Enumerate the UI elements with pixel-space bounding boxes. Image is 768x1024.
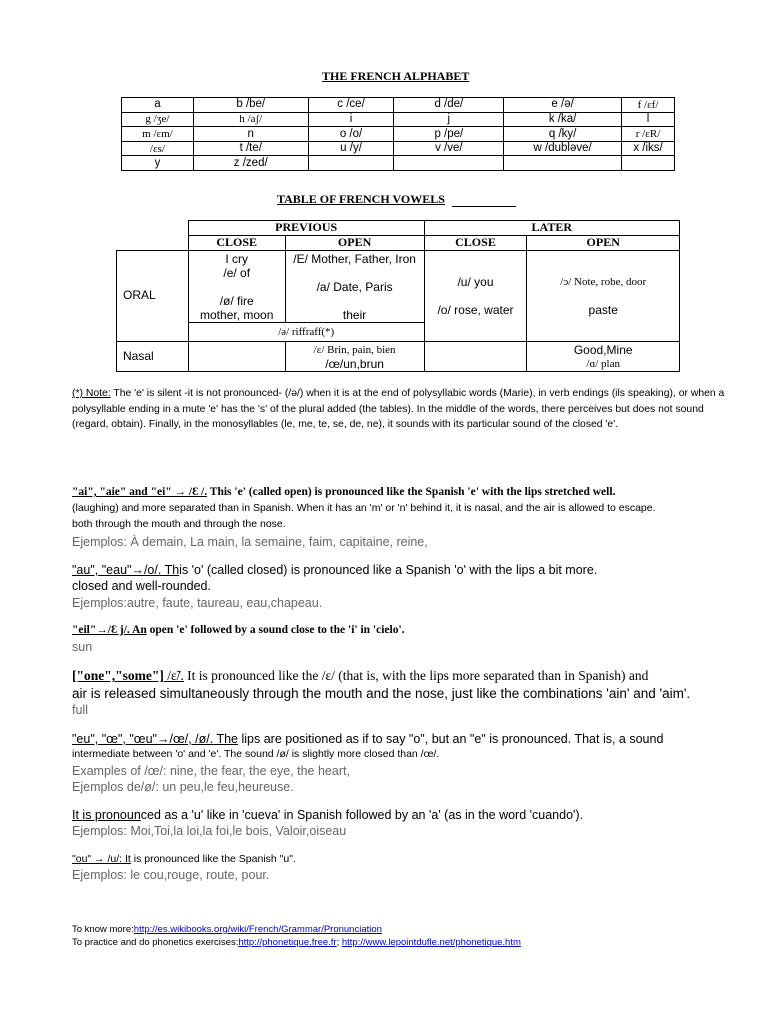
alphabet-cell <box>622 156 675 171</box>
section-eu-examples2: Ejemplos de/ø/: un peu,le feu,heureuse. <box>72 780 294 794</box>
section-ai-examples: Ejemplos: À demain, La main, la semaine, faim, capitaine, reine, <box>72 535 428 549</box>
section-oi-heading: It is pronounced as a 'u' like in 'cueva' in Spanish followed by an 'a' (as in the word 'cuando'). <box>72 808 584 822</box>
section-one-line1: air is released simultaneously through the mouth and the nose, just like the combinations 'ain' and 'aim'. <box>72 686 691 701</box>
alphabet-row <box>122 127 675 142</box>
header-previous-open: OPEN <box>285 236 424 251</box>
schwa-note <box>72 386 732 433</box>
alphabet-cell: h /aʃ/ <box>193 112 308 127</box>
alphabet-table <box>121 97 675 171</box>
section-ai-line2: both through the mouth and through the nose. <box>72 518 286 530</box>
note-text: The 'e' is silent -it is not pronounced- (/ə/) when it is at the end of polysyllabic words (Marie), in verb endings (ils speaking), or when a polysyllable ending in a mute 'e' has the 's' of the plural added (the tables). In the middle of the words, there perceives but does not sound (regard, obtain). Finally, in the monosyllables (le, me, te, se, de, ne), it sounds with its particular sound of the closed 'e'. <box>72 388 725 430</box>
nasal-previous-open: /ɛ/ Brin, pain, bien /œ/un,brun <box>285 342 424 372</box>
row-label-nasal: Nasal <box>117 342 189 372</box>
header-previous: PREVIOUS <box>188 221 424 236</box>
alphabet-cell: q /ky/ <box>504 127 622 142</box>
alphabet-cell: m /ɛm/ <box>122 127 194 142</box>
section-eu-heading: "eu", "œ", "œu"→/œ/, /ø/. The lips are positioned as if to say "o", but an "e" is pronounced. That is, a sound <box>72 732 664 746</box>
alphabet-row <box>122 98 675 113</box>
header-previous-close: CLOSE <box>188 236 285 251</box>
alphabet-cell: c /ce/ <box>308 98 394 113</box>
alphabet-cell <box>504 156 622 171</box>
alphabet-cell: y <box>122 156 194 171</box>
section-ou-heading: "ou" → /u/: It is pronounced like the Spanish "u". <box>72 853 296 865</box>
alphabet-cell: f /ɛf/ <box>622 98 675 113</box>
oral-previous-close: I cry /e/ of /ø/ fire mother, moon <box>188 251 285 323</box>
oral-previous-open: /E/ Mother, Father, Iron /a/ Date, Paris their <box>285 251 424 323</box>
alphabet-cell: p /pe/ <box>394 127 504 142</box>
vowels-table <box>116 220 680 372</box>
alphabet-cell: o /o/ <box>308 127 394 142</box>
alphabet-cell <box>308 156 394 171</box>
section-one-examples: full <box>72 703 88 717</box>
section-ai-heading: "ai", "aie" and "ei" → /Ɛ /. This 'e' (called open) is pronounced like the Spanish 'e' with the lips stretched well. <box>72 486 616 498</box>
vowels-title: TABLE OF FRENCH VOWELS <box>277 192 445 206</box>
alphabet-cell: e /ə/ <box>504 98 622 113</box>
alphabet-cell: u /y/ <box>308 141 394 156</box>
nasal-later-close <box>424 342 527 372</box>
section-au-line1: closed and well-rounded. <box>72 579 211 593</box>
footer-more: To know more:http://es.wikibooks.org/wiki/French/Grammar/Pronunciation <box>72 924 382 935</box>
alphabet-cell: k /ka/ <box>504 112 622 127</box>
vowels-title-underline-extension <box>452 206 516 207</box>
alphabet-cell: /ɛs/ <box>122 141 194 156</box>
header-later-open: OPEN <box>527 236 680 251</box>
alphabet-row <box>122 112 675 127</box>
alphabet-cell <box>394 156 504 171</box>
header-later-close: CLOSE <box>424 236 527 251</box>
wikibooks-link[interactable]: http://es.wikibooks.org/wiki/French/Grammar/Pronunciation <box>133 924 382 935</box>
alphabet-cell: t /te/ <box>193 141 308 156</box>
section-eu-line1: intermediate between 'o' and 'e'. The sound /ø/ is slightly more closed than /œ/. <box>72 748 440 760</box>
footer-practice: To practice and do phonetics exercises:http://phonetique.free.fr; http://www.lepointdufle.net/phonetique.htm <box>72 937 521 948</box>
section-ou-examples: Ejemplos: le cou,rouge, route, pour. <box>72 868 270 882</box>
section-eil-heading: "eil"→/Ɛ j/. An open 'e' followed by a sound close to the 'i' in 'cielo'. <box>72 624 405 636</box>
alphabet-cell: z /zed/ <box>193 156 308 171</box>
nasal-previous-close <box>188 342 285 372</box>
header-later: LATER <box>424 221 679 236</box>
alphabet-cell: i <box>308 112 394 127</box>
row-label-oral: ORAL <box>117 251 189 342</box>
alphabet-cell: w /dubləve/ <box>504 141 622 156</box>
section-au-heading: "au", "eau"→/o/. This 'o' (called closed) is pronounced like a Spanish 'o' with the lips a bit more. <box>72 563 598 577</box>
alphabet-cell: j <box>394 112 504 127</box>
alphabet-row <box>122 141 675 156</box>
oral-later-close: /u/ you /o/ rose, water <box>424 251 527 342</box>
section-one-heading: ["one","some"] /ɛ̃/. It is pronounced like the /ɛ/ (that is, with the lips more separated than in Spanish) and <box>72 668 649 683</box>
alphabet-cell: l <box>622 112 675 127</box>
alphabet-cell: d /de/ <box>394 98 504 113</box>
section-eu-examples1: Examples of /œ/: nine, the fear, the eye, the heart, <box>72 764 350 778</box>
alphabet-cell: r /ɛR/ <box>622 127 675 142</box>
alphabet-cell: n <box>193 127 308 142</box>
section-au-examples: Ejemplos:autre, faute, taureau, eau,chapeau. <box>72 596 323 610</box>
section-ai-line1: (laughing) and more separated than in Spanish. When it has an 'm' or 'n' behind it, it is nasal, and the air is allowed to escape. <box>72 502 656 514</box>
phonetique-link[interactable]: http://phonetique.free.fr <box>238 937 337 948</box>
page-title: THE FRENCH ALPHABET <box>322 69 470 83</box>
schwa-cell: /ə/ riffraff(*) <box>188 323 424 342</box>
oral-later-open: /ɔ/ Note, robe, door paste <box>527 251 680 342</box>
nasal-later-open: Good,Mine /ɑ/ plan <box>527 342 680 372</box>
lepointdufle-link[interactable]: http://www.lepointdufle.net/phonetique.htm <box>341 937 521 948</box>
alphabet-row <box>122 156 675 171</box>
alphabet-cell: v /ve/ <box>394 141 504 156</box>
alphabet-cell: b /be/ <box>193 98 308 113</box>
section-oi-examples: Ejemplos: Moi,Toi,la loi,la foi,le bois, Valoir,oiseau <box>72 824 347 838</box>
alphabet-cell: x /iks/ <box>622 141 675 156</box>
alphabet-cell: a <box>122 98 194 113</box>
section-eil-examples: sun <box>72 640 93 654</box>
alphabet-cell: g /ʒe/ <box>122 112 194 127</box>
note-label: (*) Note: <box>72 388 111 399</box>
